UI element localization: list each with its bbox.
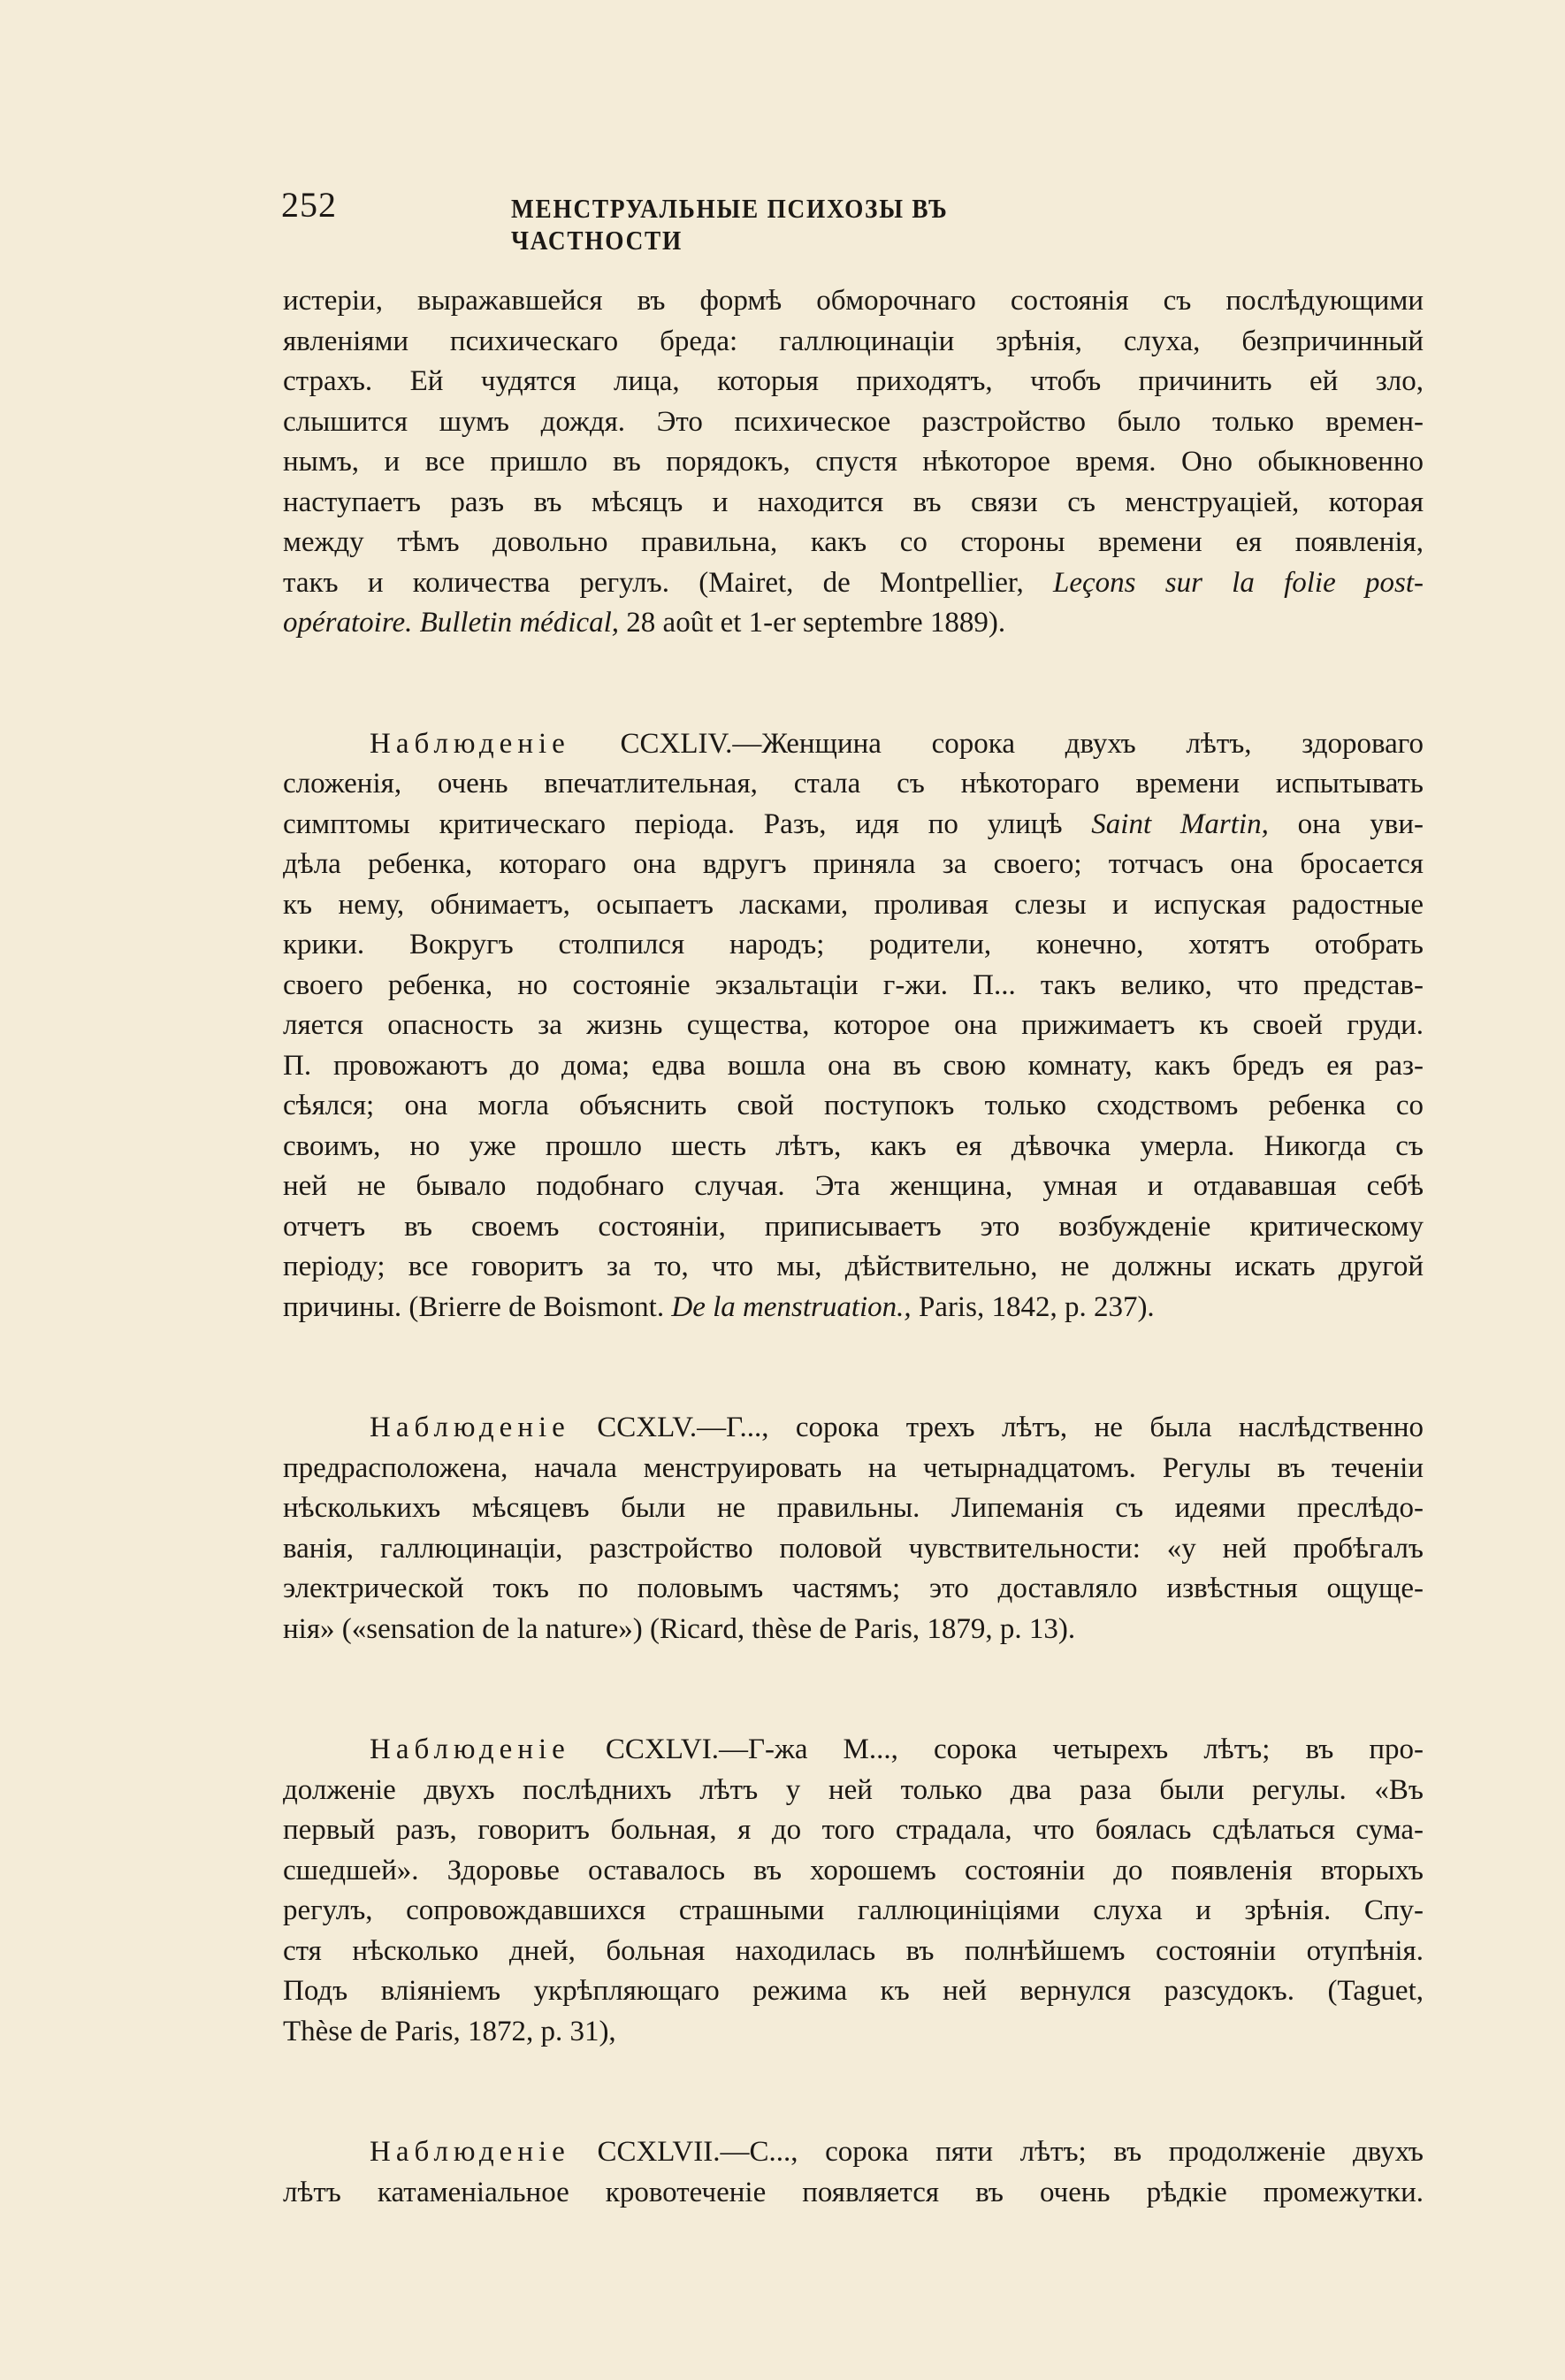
- text-line: ванія, галлюцинаціи, разстройство половой чувствительности: «у ней пробѣгалъ: [283, 1532, 1424, 1565]
- observation-label: Наблюденіе: [370, 1733, 570, 1765]
- text-line: стя нѣсколько дней, больная находилась въ полнѣйшемъ состояніи отупѣнія.: [283, 1934, 1424, 1967]
- text-line: П. провожаютъ до дома; едва вошла она въ свою комнату, какъ бредъ ея раз-: [283, 1049, 1424, 1082]
- citation-italic: opératoire. Bulletin médical,: [283, 607, 620, 639]
- text-segment: CCXLVII.—С..., сорока пяти лѣтъ; въ продолженіе двухъ: [569, 2136, 1424, 2168]
- text-line: [283, 563, 1424, 604]
- text-line: Подъ вліяніемъ укрѣпляющаго режима къ ней вернулся разсудокъ. (Taguet,: [283, 1975, 1424, 2007]
- text-segment: Paris, 1842, p. 237).: [911, 1290, 1155, 1323]
- citation-italic: Leçons sur la folie post-: [1053, 566, 1424, 599]
- text-segment: 28 août et 1-er septembre 1889).: [619, 607, 1006, 639]
- text-line: долженіе двухъ послѣднихъ лѣтъ у ней только два раза были регулы. «Въ: [283, 1773, 1424, 1806]
- observation-ccxlvii: [283, 2132, 1424, 2213]
- text-line: [283, 603, 1424, 644]
- text-line: регулъ, сопровождавшихся страшными галлюциніціями слуха и зрѣнія. Спу-: [283, 1894, 1424, 1926]
- text-line: нѣсколькихъ мѣсяцевъ были не правильны. Липеманія съ идеями преслѣдо-: [283, 1492, 1424, 1524]
- observation-ccxliv: [283, 724, 1424, 1328]
- text-line: [283, 805, 1424, 846]
- observation-ccxlv: [283, 1408, 1424, 1649]
- text-line: [283, 1408, 1424, 1449]
- citation-italic: De la menstruation.,: [671, 1290, 912, 1323]
- page-number: 252: [281, 185, 337, 225]
- text-line: между тѣмъ довольно правильна, какъ со стороны времени ея появленія,: [283, 526, 1424, 558]
- text-line: [283, 2132, 1424, 2173]
- text-segment: причины. (Brierre de Boismont.: [283, 1290, 672, 1323]
- text-line: [283, 1730, 1424, 1771]
- text-line: сшедшей». Здоровье оставалось въ хорошемъ состояніи до появленія вторыхъ: [283, 1854, 1424, 1886]
- text-segment: такъ и количества регулъ. (Mairet, de Montpellier,: [283, 566, 1054, 599]
- text-line: нымъ, и все пришло въ порядокъ, спустя нѣкоторое время. Оно обыкновенно: [283, 446, 1424, 478]
- text-line: нія» («sensation de la nature») (Ricard, thèse de Paris, 1879, p. 13).: [283, 1612, 1076, 1645]
- text-segment: симптомы критическаго періода. Разъ, идя по улицѣ: [283, 807, 1092, 840]
- text-line: ляется опасность за жизнь существа, которое она прижимаетъ къ своей груди.: [283, 1009, 1424, 1041]
- text-line: истеріи, выражавшейся въ формѣ обморочнаго состоянія съ послѣдующими: [283, 285, 1424, 317]
- text-segment: CCXLVI.—Г-жа М..., сорока четырехъ лѣтъ; въ про-: [569, 1733, 1424, 1765]
- text-line: явленіями психическаго бреда: галлюцинаціи зрѣнія, слуха, безпричинный: [283, 325, 1424, 357]
- text-line: [283, 1288, 1424, 1328]
- observation-label: Наблюденіе: [370, 727, 570, 760]
- text-segment: CCXLIV.—Женщина сорока двухъ лѣтъ, здороваго: [569, 727, 1424, 760]
- text-line: къ нему, обнимаетъ, осыпаетъ ласками, проливая слезы и испуская радостные: [283, 888, 1424, 921]
- observation-label: Наблюденіе: [370, 1412, 570, 1443]
- text-line: сѣялся; она могла объяснить свой поступокъ только сходствомъ ребенка со: [283, 1090, 1424, 1121]
- body-text: [283, 281, 1424, 2213]
- observation-label: Наблюденіе: [370, 2136, 570, 2168]
- text-line: отчетъ въ своемъ состояніи, приписываетъ это возбужденіе критическому: [283, 1210, 1424, 1243]
- observation-ccxlvi: [283, 1730, 1424, 2052]
- running-title: МЕНСТРУАЛЬНЫЕ ПСИХОЗЫ ВЪ ЧАСТНОСТИ: [511, 193, 949, 256]
- text-line: дѣла ребенка, котораго она вдругъ приняла за своего; тотчасъ она бросается: [283, 848, 1424, 880]
- citation-italic: Saint Martin,: [1091, 807, 1269, 840]
- paragraph-continuation: [283, 281, 1424, 644]
- text-line: страхъ. Ей чудятся лица, которыя приходятъ, чтобъ причинить ей зло,: [283, 365, 1424, 397]
- text-line: своимъ, но уже прошло шесть лѣтъ, какъ ея дѣвочка умерла. Никогда съ: [283, 1129, 1424, 1162]
- text-line: лѣтъ катаменіальное кровотеченіе появляется въ очень рѣдкіе промежутки.: [283, 2176, 1424, 2208]
- text-line: сложенія, очень впечатлительная, стала съ нѣкотораго времени испытывать: [283, 768, 1424, 800]
- text-segment: она уви-: [1268, 807, 1424, 840]
- text-line: періоду; все говоритъ за то, что мы, дѣйствительно, не должны искать другой: [283, 1251, 1424, 1282]
- text-line: крики. Вокругъ столпился народъ; родители, конечно, хотятъ отобрать: [283, 929, 1424, 960]
- text-line: ней не бывало подобнаго случая. Эта женщина, умная и отдававшая себѣ: [283, 1170, 1424, 1202]
- text-line: наступаетъ разъ въ мѣсяцъ и находится въ связи съ менструаціей, которая: [283, 486, 1424, 518]
- text-line: слышится шумъ дождя. Это психическое разстройство было только времен-: [283, 405, 1424, 438]
- text-line: [283, 724, 1424, 765]
- text-line: первый разъ, говоритъ больная, я до того страдала, что боялась сдѣлаться сума-: [283, 1814, 1424, 1846]
- text-line: электрической токъ по половымъ частямъ; это доставляло извѣстныя ощуще-: [283, 1573, 1424, 1604]
- text-line: своего ребенка, но состояніе экзальтаціи г-жи. П... такъ велико, что представ-: [283, 968, 1424, 1001]
- page-header: [281, 184, 1192, 256]
- text-line: Thèse de Paris, 1872, p. 31),: [283, 2015, 616, 2047]
- text-segment: CCXLV.—Г..., сорока трехъ лѣтъ, не была наслѣдственно: [569, 1412, 1424, 1443]
- text-line: предрасположена, начала менструировать на четырнадцатомъ. Регулы въ теченіи: [283, 1451, 1424, 1484]
